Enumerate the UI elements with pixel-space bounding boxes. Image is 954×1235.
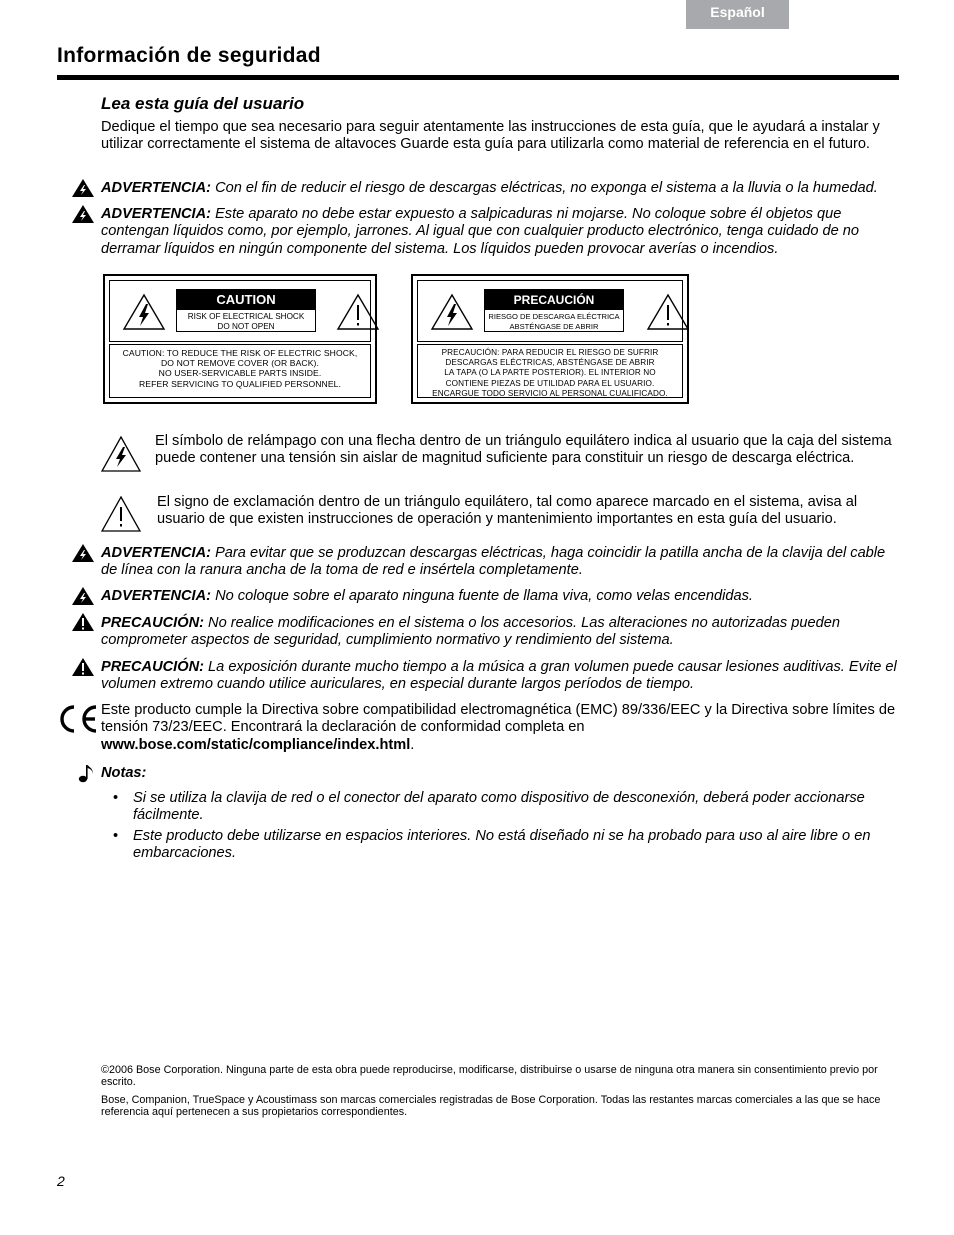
caution-label-spanish [411, 274, 689, 404]
caution-label-english [103, 274, 377, 404]
caution-heading: CAUTION [177, 290, 315, 310]
warning-item: ADVERTENCIA: Con el fin de reducir el riesgo de descargas eléctricas, no exponga el sistema a la lluvia o la humedad. [101, 180, 878, 196]
page-number: 2 [57, 1173, 65, 1189]
language-tab: Español [686, 0, 789, 29]
caution-banner [484, 289, 624, 332]
caution-exclamation-icon [72, 613, 94, 631]
caution-banner [176, 289, 316, 332]
notes-label: Notas: [101, 765, 147, 781]
lightning-triangle-icon [101, 436, 141, 472]
exclamation-triangle-icon [646, 293, 690, 331]
shock-warning-icon [72, 205, 94, 223]
title-rule [57, 75, 899, 80]
intro-paragraph: Dedique el tiempo que sea necesario para seguir atentamente las instrucciones de esta guía, que le ayudará a instalar y utilizar correctamente el sistema de altavoces Guarde esta guía para utilizarla como material de referencia en el futuro. [101, 119, 880, 153]
ce-mark-icon [56, 704, 100, 734]
note-item: • Este producto debe utilizarse en espacios interiores. No está diseñado ni se ha probado para uso al aire libre o en embarcaciones. [113, 828, 871, 862]
warning-item: ADVERTENCIA: No coloque sobre el aparato ninguna fuente de llama viva, como velas encendidas. [101, 588, 753, 604]
exclamation-symbol-description: El signo de exclamación dentro de un triángulo equilátero, tal como aparece marcado en el sistema, avisa al usuario de que existen instrucciones de operación y mantenimiento importantes en esta guía del usuario. [157, 494, 858, 528]
ce-compliance-text: Este producto cumple la Directiva sobre compatibilidad electromagnética (EMC) 89/336/EEC y la Directiva sobre límites de tensión 73/23/EEC. Encontrará la declaración de conformidad completa en www.bose.com/static/compliance/index.html. [101, 702, 896, 753]
caution-subtext: RIESGO DE DESCARGA ELÉCTRICA ABSTÉNGASE DE ABRIR [488, 312, 620, 331]
caution-label-header [109, 280, 371, 342]
exclamation-triangle-icon [336, 293, 380, 331]
page-title: Información de seguridad [57, 44, 321, 67]
caution-item: PRECAUCIÓN: No realice modificaciones en el sistema o los accesorios. Las alteraciones no autorizadas pueden comprometer aspectos de seguridad, cumplimiento normativo y rendimiento del sistema. [101, 615, 840, 649]
shock-warning-icon [72, 587, 94, 605]
compliance-link[interactable]: www.bose.com/static/compliance/index.html [101, 736, 411, 753]
copyright-notice: ©2006 Bose Corporation. Ninguna parte de esta obra puede reproducirse, modificarse, distribuirse o usarse de ninguna otra manera sin consentimiento previo por escrito. [101, 1064, 878, 1089]
music-note-icon [78, 763, 96, 783]
caution-heading: PRECAUCIÓN [485, 290, 623, 310]
trademark-notice: Bose, Companion, TrueSpace y Acoustimass son marcas comerciales registradas de Bose Corporation. Todas las restantes marcas comerciales a las que se hace referencia aquí pertenecen a sus propietarios correspondientes. [101, 1094, 881, 1119]
shock-warning-icon [72, 544, 94, 562]
caution-exclamation-icon [72, 658, 94, 676]
section-subtitle: Lea esta guía del usuario [101, 94, 305, 113]
warning-item: ADVERTENCIA: Para evitar que se produzcan descargas eléctricas, haga coincidir la patilla ancha de la clavija del cable de línea con la ranura ancha de la toma de red e insértela completamente. [101, 545, 886, 579]
note-item: • Si se utiliza la clavija de red o el conector del aparato como dispositivo de desconexión, deberá poder accionarse fácilmente. [113, 790, 865, 824]
caution-subtext: RISK OF ELECTRICAL SHOCK DO NOT OPEN [187, 312, 305, 331]
caution-body-text: CAUTION: TO REDUCE THE RISK OF ELECTRIC SHOCK, DO NOT REMOVE COVER (OR BACK). NO USER-SERVICABLE PARTS INSIDE. REFER SERVICING TO QUALIFIED PERSONNEL. [109, 344, 371, 398]
warning-item: ADVERTENCIA: Este aparato no debe estar expuesto a salpicaduras ni mojarse. No coloque sobre él objetos que contengan líquidos como, por ejemplo, jarrones. Al igual que con cualquier producto electrónico, tenga cuidado de no derramar líquidos en ningún componente del sistema. Los líquidos pueden provocar averías o incendios. [101, 206, 860, 257]
shock-warning-icon [72, 179, 94, 197]
exclamation-triangle-icon [101, 496, 141, 532]
caution-body-text: PRECAUCIÓN: PARA REDUCIR EL RIESGO DE SUFRIR DESCARGAS ELÉCTRICAS, ABSTÉNGASE DE ABRIR LA TAPA (O LA PARTE POSTERIOR). EL INTERIOR NO CONTIENE PIEZAS DE UTILIDAD PARA EL USUARIO. ENCARGUE TODO SERVICIO AL PERSONAL CUALIFICADO. [417, 344, 683, 398]
caution-item: PRECAUCIÓN: La exposición durante mucho tiempo a la música a gran volumen puede causar lesiones auditivas. Evite el volumen extremo cuando utilice auriculares, en especial durante largos períodos de tiempo. [101, 659, 897, 693]
lightning-symbol-description: El símbolo de relámpago con una flecha dentro de un triángulo equilátero indica al usuario que la caja del sistema puede contener una tensión sin aislar de magnitud suficiente para constituir un riesgo de descarga eléctrica. [155, 433, 892, 467]
caution-label-header [417, 280, 683, 342]
lightning-triangle-icon [122, 293, 166, 331]
lightning-triangle-icon [430, 293, 474, 331]
